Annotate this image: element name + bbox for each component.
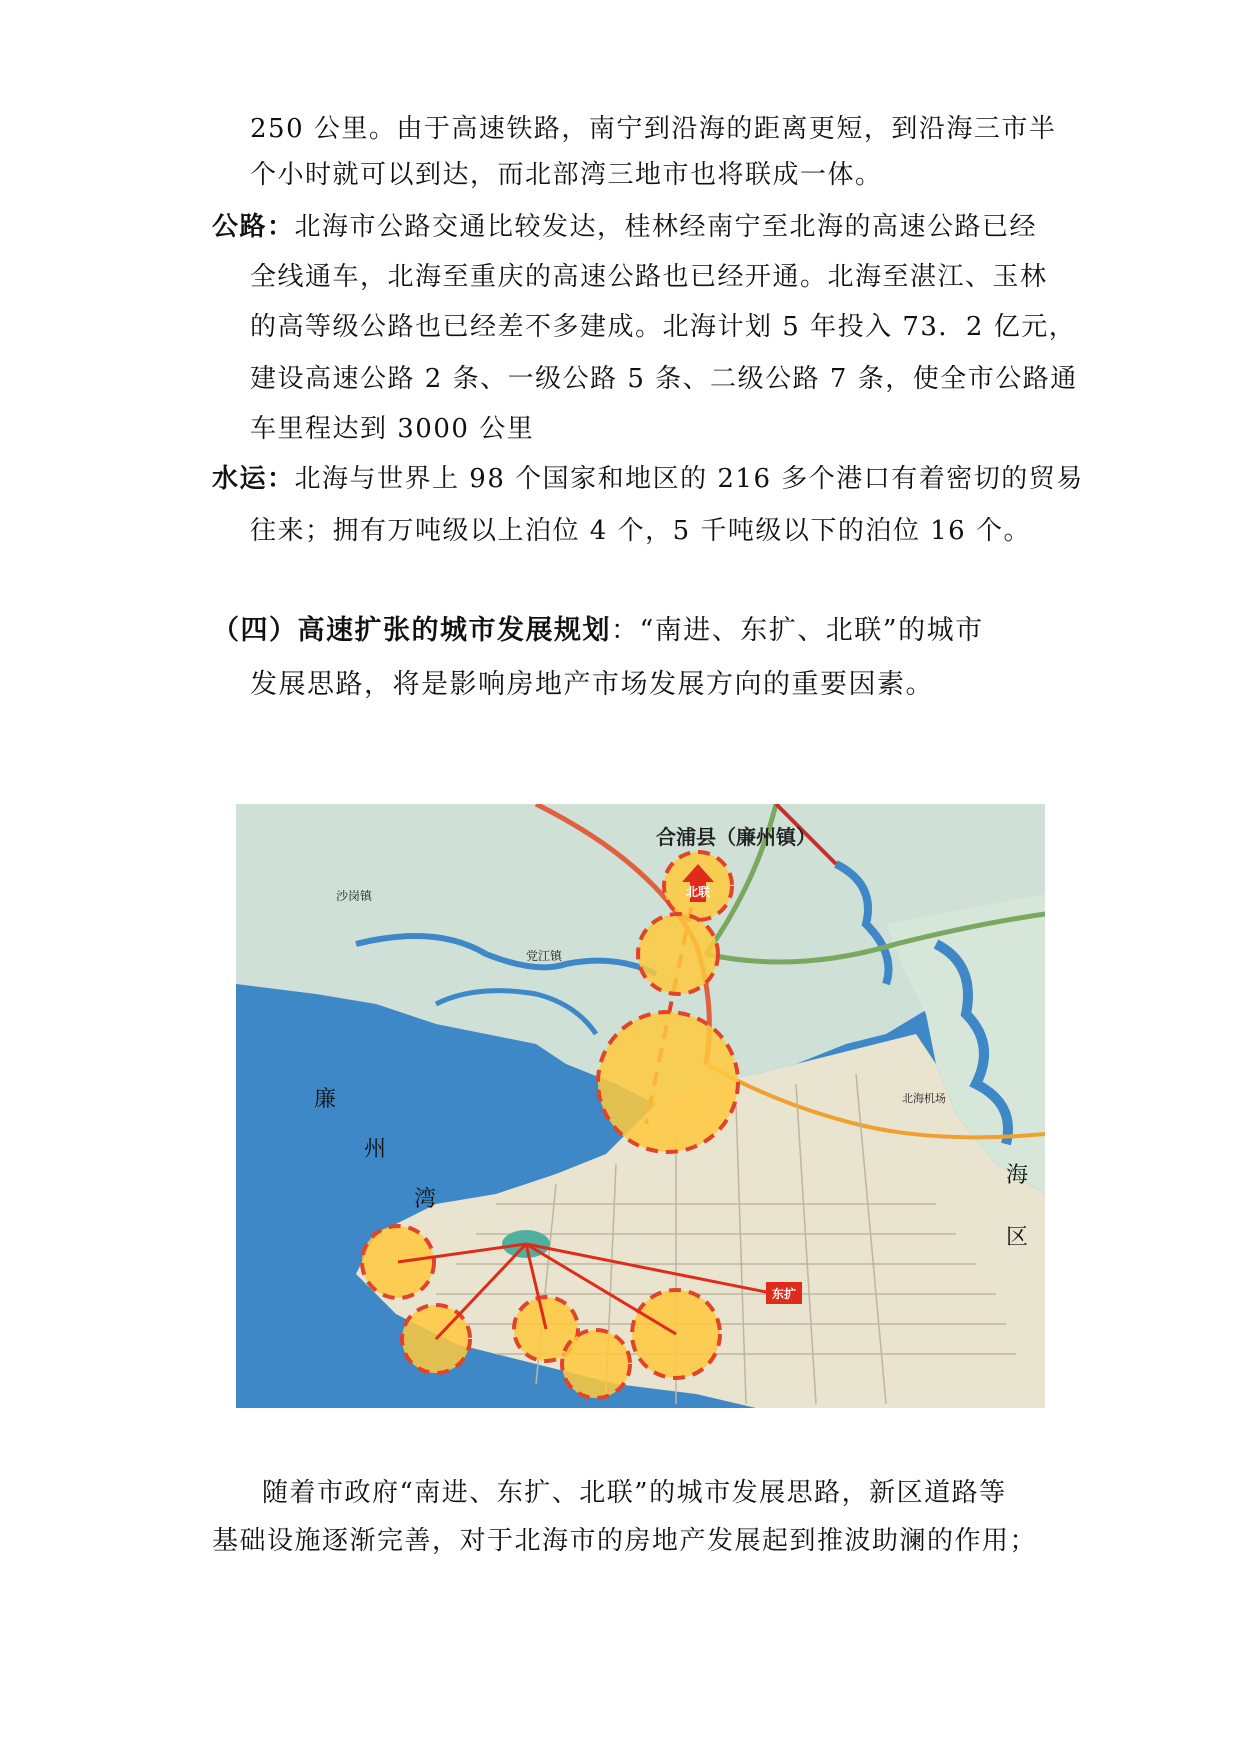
lian-label: 廉 [314, 1087, 337, 1112]
planning-circle [638, 914, 718, 994]
city-planning-map [236, 804, 1045, 1408]
water-label: 水运： [212, 464, 295, 494]
beilian-label: 北联 [685, 885, 711, 899]
wan-label: 湾 [414, 1187, 437, 1212]
text-line: 个小时就可以到达，而北部湾三地市也将联成一体。 [250, 160, 883, 190]
section-heading-colon: ： [611, 615, 640, 646]
text-line: 发展思路，将是影响房地产市场发展方向的重要因素。 [250, 669, 934, 700]
text-line: 全线通车，北海至重庆的高速公路也已经开通。北海至湛江、玉林 [250, 262, 1048, 292]
text-line: 北海市公路交通比较发达，桂林经南宁至北海的高速公路已经 [294, 212, 1038, 242]
text-line: 250 公里。由于高速铁路，南宁到沿海的距离更短，到沿海三市半 [250, 114, 1057, 144]
text-line: 建设高速公路 2 条、一级公路 5 条、二级公路 7 条，使全市公路通 [250, 364, 1078, 394]
text-line: 车里程达到 3000 公里 [250, 414, 535, 444]
shagang-label: 沙岗镇 [336, 889, 373, 903]
text-line: 随着市政府“南进、东扩、北联”的城市发展思路，新区道路等 [262, 1478, 1007, 1508]
airport-label: 北海机场 [902, 1092, 946, 1105]
section-heading-bold: （四）高速扩张的城市发展规划 [212, 615, 611, 646]
water-paragraph-first-line [212, 462, 1084, 496]
hepu-label: 合浦县（廉州镇） [656, 825, 816, 849]
text-line: 往来；拥有万吨级以上泊位 4 个，5 千吨级以下的泊位 16 个。 [250, 516, 1031, 546]
dangjiang-label: 党江镇 [526, 949, 563, 963]
section-heading [212, 614, 984, 648]
text-line: 北海与世界上 98 个国家和地区的 216 多个港口有着密切的贸易 [294, 464, 1084, 494]
qu-label: 区 [1006, 1225, 1029, 1250]
hai-label: 海 [1006, 1163, 1029, 1188]
road-label: 公路： [212, 212, 295, 242]
section-heading-rest: “南进、东扩、北联”的城市 [639, 615, 984, 646]
text-line: 的高等级公路也已经差不多建成。北海计划 5 年投入 73．2 亿元， [250, 312, 1077, 342]
dongkuo-label: 东扩 [771, 1287, 797, 1301]
planning-circle [598, 1012, 738, 1152]
text-line: 基础设施逐渐完善，对于北海市的房地产发展起到推波助澜的作用； [212, 1526, 1038, 1556]
zhou-label: 州 [364, 1137, 387, 1162]
planning-circle [562, 1330, 630, 1398]
road-paragraph-first-line [212, 210, 1037, 244]
